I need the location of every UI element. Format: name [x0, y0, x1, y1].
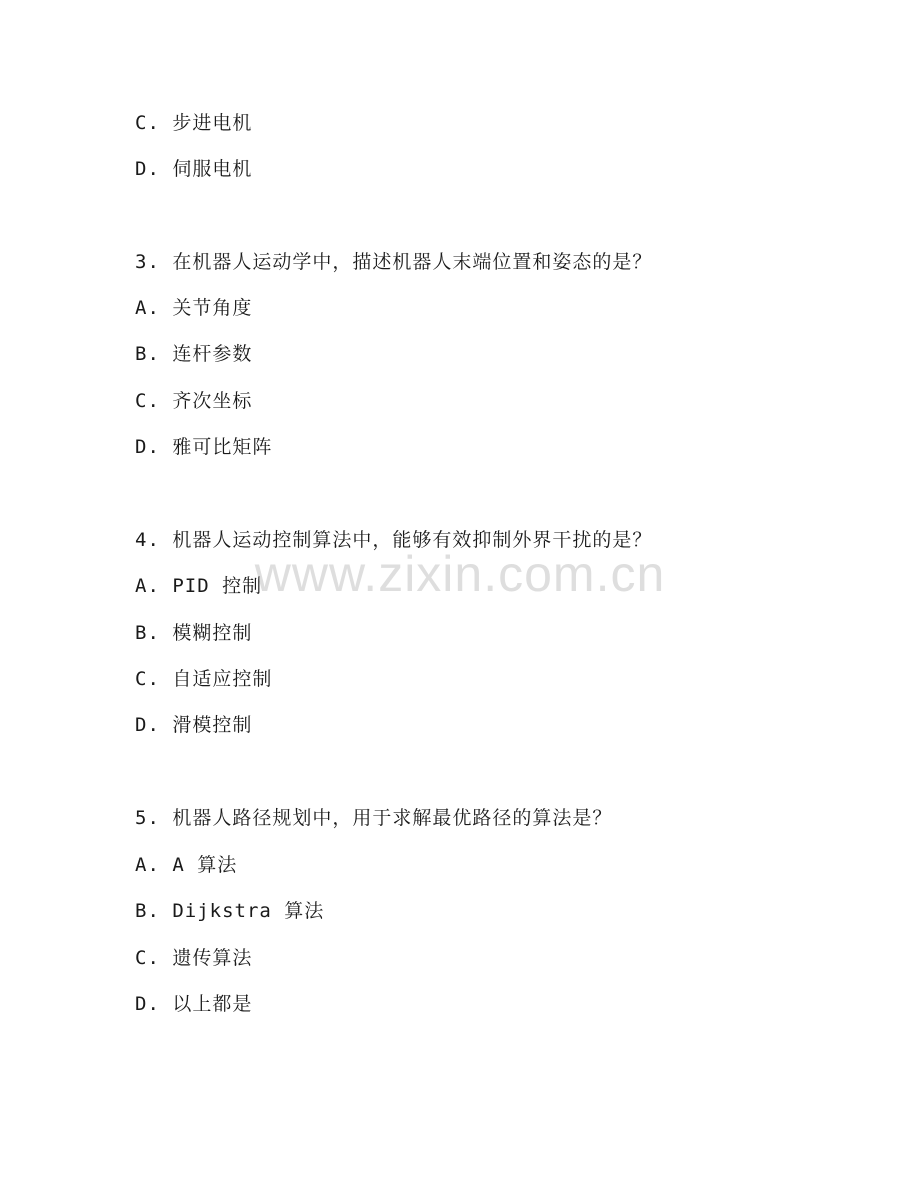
q2-option-d: D. 伺服电机: [135, 158, 253, 180]
q5-option-b: B. Dijkstra 算法: [135, 900, 325, 922]
question-4: 4. 机器人运动控制算法中，能够有效抑制外界干扰的是？: [135, 529, 653, 551]
q5-option-a: A. A 算法: [135, 854, 238, 876]
q5-option-c: C. 遗传算法: [135, 947, 253, 969]
question-5: 5. 机器人路径规划中，用于求解最优路径的算法是？: [135, 807, 613, 829]
q3-option-d: D. 雅可比矩阵: [135, 436, 273, 458]
q4-option-d: D. 滑模控制: [135, 714, 253, 736]
q4-option-c: C. 自适应控制: [135, 668, 273, 690]
q3-option-a: A. 关节角度: [135, 297, 253, 319]
q4-option-b: B. 模糊控制: [135, 622, 253, 644]
q5-option-d: D. 以上都是: [135, 993, 253, 1015]
question-3: 3. 在机器人运动学中，描述机器人末端位置和姿态的是？: [135, 251, 653, 273]
q2-option-c: C. 步进电机: [135, 112, 253, 134]
q3-option-b: B. 连杆参数: [135, 343, 253, 365]
q3-option-c: C. 齐次坐标: [135, 390, 253, 412]
q4-option-a: A. PID 控制: [135, 575, 263, 597]
watermark: www.zixin.com.cn: [254, 546, 666, 602]
